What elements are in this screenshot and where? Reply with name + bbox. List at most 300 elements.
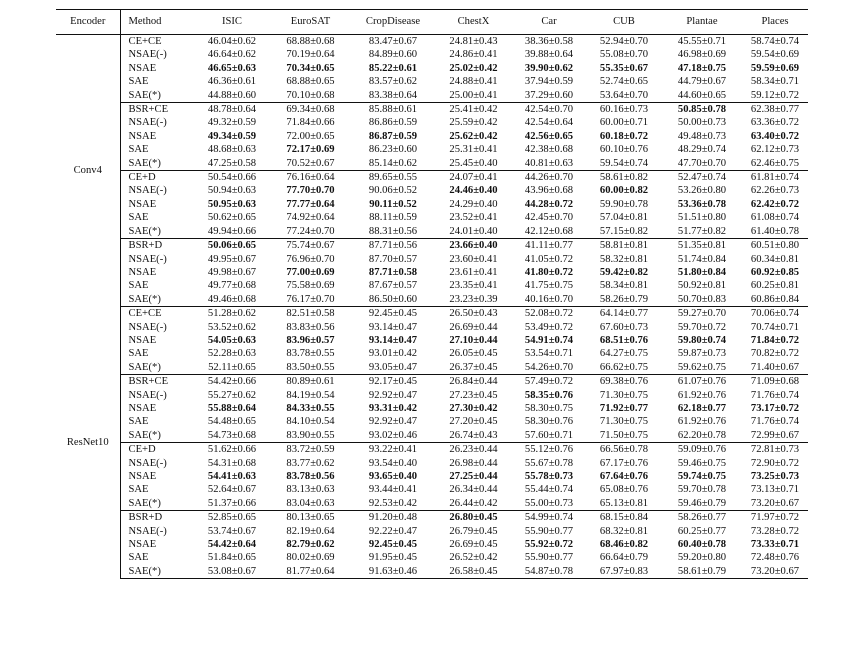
table-row [56,225,808,239]
value-cell: 83.96±0.57 [286,334,335,346]
value-cell: 71.50±0.75 [586,429,662,443]
value-cell: 39.88±0.64 [524,49,574,61]
value-cell: 24.01±0.40 [435,225,512,239]
method-cell: NSAE(-) [128,185,167,197]
method-cell: BSR+D [128,512,163,524]
value-cell: 62.46±0.75 [742,157,808,171]
table-row [56,429,808,443]
value-cell: 53.74±0.67 [207,525,257,537]
value-cell: 50.94±0.63 [207,185,257,197]
value-cell: 37.94±0.59 [524,76,574,88]
value-cell: 42.38±0.68 [524,144,574,156]
method-cell: SAE [128,280,149,292]
value-cell: 83.38±0.64 [351,89,435,103]
method-cell: SAE [128,144,149,156]
method-cell: SAE [128,348,149,360]
value-cell: 23.52±0.41 [449,212,498,224]
header-isic: ISIC [194,10,270,35]
value-cell: 84.19±0.54 [286,389,335,401]
value-cell: 49.34±0.59 [207,130,257,142]
value-cell: 42.56±0.65 [524,130,574,142]
table-row [56,198,808,211]
value-cell: 91.20±0.48 [368,512,418,524]
value-cell: 55.90±0.77 [524,552,574,564]
value-cell: 46.04±0.62 [207,36,257,47]
value-cell: 27.20±0.45 [449,416,498,428]
method-cell: SAE(*) [120,361,194,375]
value-cell: 26.34±0.44 [449,484,498,496]
table-row [56,347,808,360]
value-cell: 26.37±0.45 [435,361,512,375]
value-cell: 42.45±0.70 [524,212,574,224]
header-encoder: Encoder [56,10,120,35]
value-cell: 71.84±0.72 [750,334,800,346]
value-cell: 71.76±0.74 [750,389,800,401]
value-cell: 86.87±0.59 [368,130,418,142]
table-row [56,525,808,538]
value-cell: 66.64±0.79 [599,552,649,564]
method-cell: SAE [128,416,149,428]
value-cell: 84.89±0.60 [368,49,418,61]
table-row [56,334,808,347]
value-cell: 90.11±0.52 [369,198,417,210]
value-cell: 73.20±0.67 [742,497,808,511]
value-cell: 25.62±0.42 [449,130,498,142]
value-cell: 62.26±0.73 [750,185,800,197]
value-cell: 58.81±0.81 [599,240,649,252]
value-cell: 26.74±0.43 [435,429,512,443]
table-row [56,321,808,334]
value-cell: 27.23±0.45 [449,389,498,401]
value-cell: 87.71±0.58 [368,266,418,278]
table-row [56,497,808,511]
value-cell: 59.90±0.78 [599,198,649,210]
value-cell: 71.84±0.66 [286,117,335,129]
value-cell: 68.88±0.65 [286,76,335,88]
value-cell: 76.96±0.70 [286,253,335,265]
value-cell: 71.92±0.77 [599,402,649,414]
method-cell: CE+CE [128,308,162,320]
value-cell: 66.62±0.75 [586,361,662,375]
table-row [56,253,808,266]
method-cell: CE+D [128,444,156,456]
header-cropdisease: CropDisease [351,10,435,35]
value-cell: 53.52±0.62 [207,321,257,333]
value-cell: 48.29±0.74 [677,144,727,156]
table-row [56,184,808,197]
value-cell: 67.64±0.76 [599,471,649,482]
method-cell: NSAE [128,62,157,74]
value-cell: 73.17±0.72 [750,402,800,414]
method-cell: SAE(*) [120,429,194,443]
value-cell: 52.64±0.67 [207,484,257,496]
value-cell: 60.86±0.84 [742,293,808,307]
value-cell: 60.00±0.71 [599,117,649,129]
value-cell: 51.35±0.81 [677,240,727,252]
value-cell: 53.54±0.71 [524,348,574,360]
method-cell: NSAE [128,198,157,210]
value-cell: 59.54±0.74 [586,157,662,171]
method-cell: SAE(*) [120,565,194,579]
value-cell: 84.10±0.54 [286,416,335,428]
value-cell: 86.86±0.59 [368,117,418,129]
value-cell: 55.35±0.67 [599,62,649,74]
value-cell: 54.91±0.74 [524,334,574,346]
value-cell: 69.34±0.68 [286,104,335,116]
method-cell: SAE [128,76,149,88]
value-cell: 26.05±0.45 [449,348,498,360]
method-cell: SAE(*) [120,497,194,511]
value-cell: 55.88±0.64 [207,402,257,414]
value-cell: 74.92±0.64 [286,212,335,224]
value-cell: 44.79±0.67 [677,76,727,88]
table-row [56,511,808,525]
value-cell: 50.92±0.81 [677,280,727,292]
value-cell: 70.74±0.71 [750,321,800,333]
value-cell: 83.57±0.62 [368,76,418,88]
value-cell: 59.87±0.73 [677,348,727,360]
method-cell: NSAE [128,266,157,278]
header-chestx: ChestX [435,10,512,35]
method-cell: SAE(*) [120,293,194,307]
table-row [56,457,808,470]
value-cell: 58.30±0.76 [524,416,574,428]
value-cell: 68.15±0.84 [599,512,649,524]
value-cell: 82.51±0.58 [286,308,335,320]
value-cell: 47.25±0.58 [194,157,270,171]
value-cell: 62.18±0.77 [677,402,727,414]
value-cell: 93.54±0.40 [368,457,418,469]
value-cell: 45.55±0.71 [677,36,727,47]
value-cell: 58.34±0.71 [750,76,800,88]
value-cell: 92.45±0.45 [368,308,418,320]
value-cell: 41.05±0.72 [524,253,574,265]
value-cell: 41.75±0.75 [524,280,574,292]
value-cell: 70.19±0.64 [286,49,335,61]
table-row [56,130,808,143]
method-cell: SAE [128,484,149,496]
value-cell: 24.88±0.41 [449,76,498,88]
value-cell: 85.14±0.62 [351,157,435,171]
value-cell: 87.70±0.57 [368,253,418,265]
value-cell: 59.42±0.82 [599,266,649,278]
table-row [56,35,808,49]
value-cell: 42.54±0.70 [524,104,574,116]
value-cell: 88.31±0.56 [351,225,435,239]
table-row [56,415,808,428]
value-cell: 49.46±0.68 [194,293,270,307]
value-cell: 49.32±0.59 [207,117,257,129]
value-cell: 93.44±0.41 [368,484,418,496]
method-cell: NSAE(-) [128,525,167,537]
value-cell: 80.89±0.61 [286,376,335,388]
method-cell: NSAE [128,130,157,142]
method-cell: SAE [128,212,149,224]
value-cell: 72.17±0.69 [286,144,335,156]
table-row [56,143,808,156]
value-cell: 60.25±0.81 [750,280,800,292]
value-cell: 50.54±0.66 [207,172,257,184]
header-eurosat: EuroSAT [270,10,351,35]
value-cell: 82.79±0.62 [286,539,335,551]
value-cell: 93.31±0.42 [368,402,418,414]
value-cell: 23.23±0.39 [435,293,512,307]
value-cell: 60.18±0.72 [599,130,649,142]
value-cell: 59.46±0.79 [662,497,742,511]
value-cell: 87.67±0.57 [368,280,418,292]
value-cell: 53.64±0.70 [586,89,662,103]
value-cell: 52.08±0.72 [524,308,574,320]
value-cell: 25.02±0.42 [449,62,498,74]
method-cell: NSAE(-) [128,321,167,333]
value-cell: 50.06±0.65 [207,240,257,252]
table-row [56,375,808,389]
method-cell: BSR+CE [128,376,169,388]
value-cell: 71.30±0.75 [599,416,649,428]
value-cell: 73.28±0.72 [750,525,800,537]
value-cell: 54.41±0.63 [207,471,257,482]
value-cell: 55.00±0.73 [512,497,586,511]
table-row [56,266,808,279]
value-cell: 69.38±0.76 [599,376,649,388]
table-row [56,483,808,496]
value-cell: 73.25±0.73 [750,471,800,482]
value-cell: 44.26±0.70 [524,172,574,184]
table-row [56,389,808,402]
value-cell: 41.80±0.72 [524,266,574,278]
value-cell: 58.35±0.76 [524,389,574,401]
method-cell: NSAE [128,334,157,346]
value-cell: 93.05±0.47 [351,361,435,375]
value-cell: 61.40±0.78 [742,225,808,239]
value-cell: 83.83±0.56 [286,321,335,333]
value-cell: 24.86±0.41 [449,49,498,61]
value-cell: 52.94±0.70 [599,36,649,47]
value-cell: 86.23±0.60 [368,144,418,156]
value-cell: 93.65±0.40 [368,471,418,482]
value-cell: 54.99±0.74 [524,512,574,524]
value-cell: 57.49±0.72 [524,376,574,388]
value-cell: 57.15±0.82 [586,225,662,239]
value-cell: 60.10±0.76 [599,144,649,156]
value-cell: 60.51±0.80 [750,240,800,252]
value-cell: 59.46±0.75 [677,457,727,469]
value-cell: 25.59±0.42 [449,117,498,129]
value-cell: 46.36±0.61 [207,76,257,88]
value-cell: 55.78±0.73 [524,471,574,482]
value-cell: 26.69±0.44 [449,321,498,333]
table-body [56,35,808,579]
value-cell: 85.22±0.61 [368,62,418,74]
value-cell: 83.77±0.62 [286,457,335,469]
table-row [56,103,808,117]
value-cell: 25.41±0.42 [449,104,498,116]
value-cell: 51.28±0.62 [207,308,257,320]
value-cell: 73.20±0.67 [742,565,808,579]
value-cell: 92.92±0.47 [368,389,418,401]
value-cell: 23.35±0.41 [449,280,498,292]
value-cell: 70.10±0.68 [270,89,351,103]
results-table [56,9,808,579]
value-cell: 77.77±0.64 [286,198,335,210]
value-cell: 47.18±0.75 [677,62,727,74]
table-row [56,116,808,129]
value-cell: 50.95±0.63 [207,198,257,210]
value-cell: 51.37±0.66 [194,497,270,511]
value-cell: 42.12±0.68 [512,225,586,239]
value-cell: 60.16±0.73 [599,104,649,116]
value-cell: 49.77±0.68 [207,280,257,292]
value-cell: 25.31±0.41 [449,144,498,156]
value-cell: 67.60±0.73 [599,321,649,333]
value-cell: 46.64±0.62 [207,49,257,61]
value-cell: 63.36±0.72 [750,117,800,129]
value-cell: 47.70±0.70 [662,157,742,171]
value-cell: 58.34±0.81 [599,280,649,292]
value-cell: 64.14±0.77 [599,308,649,320]
value-cell: 23.66±0.40 [449,240,498,252]
value-cell: 72.00±0.65 [286,130,335,142]
value-cell: 51.77±0.82 [662,225,742,239]
value-cell: 70.06±0.74 [750,308,800,320]
value-cell: 24.46±0.40 [449,185,498,197]
value-cell: 54.87±0.78 [512,565,586,579]
value-cell: 53.26±0.80 [677,185,727,197]
table-row [56,89,808,103]
value-cell: 60.34±0.81 [750,253,800,265]
value-cell: 51.74±0.84 [677,253,727,265]
value-cell: 62.12±0.73 [750,144,800,156]
value-cell: 58.74±0.74 [750,36,800,47]
value-cell: 39.90±0.62 [524,62,574,74]
value-cell: 50.00±0.73 [677,117,727,129]
value-cell: 92.53±0.42 [351,497,435,511]
value-cell: 24.81±0.43 [449,36,498,47]
table-row [56,293,808,307]
value-cell: 55.27±0.62 [207,389,257,401]
value-cell: 54.26±0.70 [512,361,586,375]
value-cell: 92.22±0.47 [368,525,418,537]
value-cell: 64.27±0.75 [599,348,649,360]
value-cell: 52.47±0.74 [677,172,727,184]
header-car: Car [512,10,586,35]
value-cell: 26.80±0.45 [449,512,498,524]
value-cell: 68.51±0.76 [599,334,649,346]
encoder-label: Conv4 [56,35,120,307]
value-cell: 66.56±0.78 [599,444,649,456]
header-method: Method [120,10,194,35]
method-cell: CE+D [128,172,156,184]
value-cell: 49.95±0.67 [207,253,257,265]
value-cell: 72.48±0.76 [750,552,800,564]
method-cell: SAE(*) [120,157,194,171]
value-cell: 76.16±0.64 [286,172,335,184]
table-row [56,402,808,415]
value-cell: 59.27±0.70 [677,308,727,320]
value-cell: 44.28±0.72 [524,198,574,210]
value-cell: 51.51±0.80 [677,212,727,224]
value-cell: 91.63±0.46 [351,565,435,579]
value-cell: 58.32±0.81 [599,253,649,265]
value-cell: 62.20±0.78 [662,429,742,443]
value-cell: 27.10±0.44 [449,334,498,346]
value-cell: 60.40±0.78 [677,539,727,551]
value-cell: 49.48±0.73 [677,130,727,142]
value-cell: 93.02±0.46 [351,429,435,443]
header-cub: CUB [586,10,662,35]
value-cell: 25.45±0.40 [435,157,512,171]
value-cell: 83.78±0.55 [286,348,335,360]
value-cell: 50.85±0.78 [677,104,727,116]
value-cell: 49.98±0.67 [207,266,257,278]
value-cell: 27.30±0.42 [449,402,498,414]
value-cell: 83.78±0.56 [286,471,335,482]
value-cell: 61.08±0.74 [750,212,800,224]
method-cell: NSAE(-) [128,49,167,61]
value-cell: 77.70±0.70 [286,185,335,197]
value-cell: 92.45±0.45 [368,539,418,551]
value-cell: 63.40±0.72 [750,130,800,142]
value-cell: 77.24±0.70 [270,225,351,239]
value-cell: 85.88±0.61 [368,104,418,116]
table-row [56,279,808,292]
value-cell: 43.96±0.68 [524,185,574,197]
value-cell: 61.81±0.74 [750,172,800,184]
value-cell: 84.33±0.55 [286,402,335,414]
value-cell: 67.97±0.83 [586,565,662,579]
value-cell: 75.58±0.69 [286,280,335,292]
value-cell: 55.08±0.70 [599,49,649,61]
method-cell: NSAE [128,471,157,482]
value-cell: 53.08±0.67 [194,565,270,579]
value-cell: 81.77±0.64 [270,565,351,579]
value-cell: 24.29±0.40 [449,198,498,210]
value-cell: 83.72±0.59 [286,444,335,456]
value-cell: 59.62±0.75 [662,361,742,375]
method-cell: NSAE(-) [128,389,167,401]
value-cell: 70.52±0.67 [270,157,351,171]
value-cell: 61.92±0.76 [677,416,727,428]
value-cell: 55.44±0.74 [524,484,574,496]
value-cell: 57.60±0.71 [512,429,586,443]
value-cell: 68.46±0.82 [599,539,649,551]
value-cell: 60.00±0.82 [599,185,649,197]
value-cell: 44.88±0.60 [194,89,270,103]
value-cell: 73.33±0.71 [750,539,800,551]
header-places: Places [742,10,808,35]
value-cell: 83.04±0.63 [270,497,351,511]
value-cell: 26.52±0.42 [449,552,498,564]
value-cell: 59.20±0.80 [677,552,727,564]
value-cell: 93.22±0.41 [368,444,418,456]
method-cell: NSAE(-) [128,117,167,129]
value-cell: 76.17±0.70 [270,293,351,307]
value-cell: 59.70±0.72 [677,321,727,333]
value-cell: 83.47±0.67 [368,36,418,47]
value-cell: 71.30±0.75 [599,389,649,401]
value-cell: 26.58±0.45 [435,565,512,579]
value-cell: 61.07±0.76 [677,376,727,388]
value-cell: 54.42±0.66 [207,376,257,388]
value-cell: 46.98±0.69 [677,49,727,61]
value-cell: 49.94±0.66 [194,225,270,239]
value-cell: 53.36±0.78 [677,198,727,210]
value-cell: 51.80±0.84 [677,266,727,278]
value-cell: 55.92±0.72 [524,539,574,551]
value-cell: 23.61±0.41 [449,266,498,278]
value-cell: 52.28±0.63 [207,348,257,360]
value-cell: 26.69±0.45 [449,539,498,551]
